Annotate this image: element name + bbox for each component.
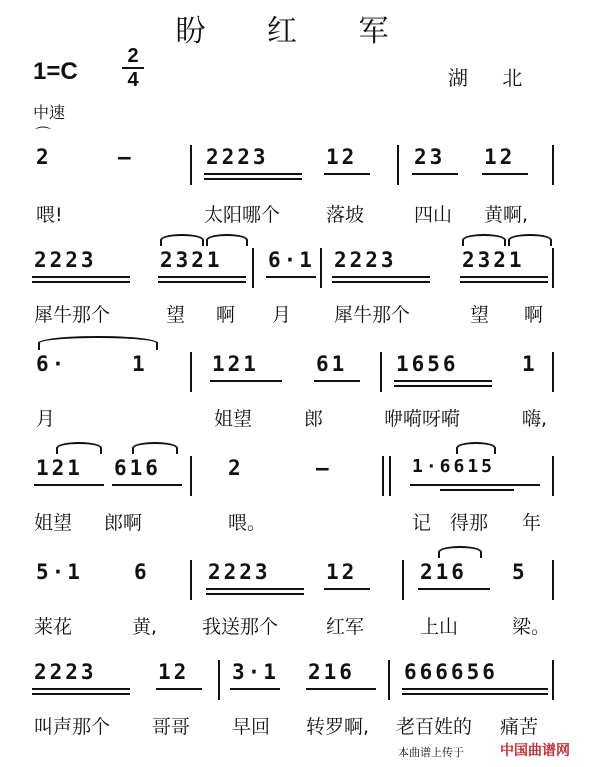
- note-group: 23: [414, 145, 446, 169]
- lyric: 叫声那个: [34, 716, 111, 738]
- beam: [158, 281, 246, 283]
- beam: [266, 276, 316, 278]
- lyric: 望: [166, 304, 186, 326]
- beam: [460, 281, 548, 283]
- music-system-1: [0, 145, 590, 191]
- bar-line: [552, 352, 554, 392]
- beam: [306, 688, 376, 690]
- note-group: 2: [36, 145, 52, 169]
- slur: [508, 234, 552, 246]
- note-group: 1·6615: [412, 456, 496, 477]
- bar-line: [190, 560, 192, 600]
- note-group: 2223: [206, 145, 269, 169]
- tempo-marking: 中速: [33, 103, 66, 122]
- music-system-3: [0, 352, 590, 398]
- slur: [438, 546, 482, 558]
- bar-line: [388, 660, 390, 700]
- note-group: 121: [36, 456, 83, 480]
- region-label: 湖 北: [448, 66, 537, 90]
- beam: [460, 276, 548, 278]
- beam: [206, 593, 304, 595]
- beam: [156, 688, 202, 690]
- bar-line: [190, 145, 192, 185]
- note-group: 2223: [34, 660, 97, 684]
- time-signature: [122, 46, 144, 90]
- note-group: —: [118, 145, 134, 169]
- beam: [324, 173, 370, 175]
- beam: [204, 173, 302, 175]
- lyric: 得那: [450, 512, 489, 534]
- lyric: 月: [272, 304, 292, 326]
- note-group: 216: [308, 660, 355, 684]
- music-system-6: [0, 660, 590, 706]
- lyric: 上山: [420, 616, 459, 638]
- note-group: 5: [512, 560, 528, 584]
- note-group: 1: [522, 352, 538, 376]
- note-group: 12: [158, 660, 190, 684]
- meter-top: 2: [127, 45, 139, 67]
- lyric: 犀牛那个: [34, 304, 111, 326]
- upload-notice: 本曲谱上传于: [398, 746, 464, 759]
- lyric: 四山: [414, 204, 453, 226]
- slur: [462, 234, 506, 246]
- lyric: 望: [470, 304, 490, 326]
- beam: [206, 588, 304, 590]
- beam: [332, 276, 430, 278]
- beam: [204, 178, 302, 180]
- bar-line: [218, 660, 220, 700]
- note-group: 2321: [160, 248, 223, 272]
- note-group: 6·: [36, 352, 68, 376]
- note-group: 12: [484, 145, 516, 169]
- bar-line: [380, 352, 382, 392]
- page-title: 盼 红 军: [175, 14, 415, 49]
- lyric: 太阳哪个: [204, 204, 281, 226]
- beam: [402, 693, 548, 695]
- bar-line: [552, 145, 554, 185]
- lyric: 红军: [326, 616, 365, 638]
- note-group: 6·1: [268, 248, 315, 272]
- slur: [206, 234, 248, 246]
- beam: [394, 385, 492, 387]
- lyric: 月: [36, 408, 56, 430]
- lyric: 嗨,: [522, 408, 548, 430]
- lyric: 啊: [524, 304, 544, 326]
- note-group: 2321: [462, 248, 525, 272]
- bar-line: [552, 660, 554, 700]
- bar-line: [252, 248, 254, 288]
- beam: [34, 484, 104, 486]
- lyric: 郎: [304, 408, 324, 430]
- lyric: 老百姓的: [396, 716, 473, 738]
- beam: [410, 484, 540, 486]
- beam: [402, 688, 548, 690]
- note-group: 2223: [208, 560, 271, 584]
- beam: [440, 489, 514, 491]
- slur: [132, 442, 178, 454]
- lyric: 喂!: [36, 204, 63, 226]
- bar-line: [552, 248, 554, 288]
- beam: [32, 276, 130, 278]
- key-signature: 1=C: [33, 58, 78, 85]
- note-group: 666656: [404, 660, 498, 684]
- lyric: 喂。: [228, 512, 267, 534]
- note-group: 5·1: [36, 560, 83, 584]
- note-group: 2223: [334, 248, 397, 272]
- lyric: 姐望: [214, 408, 253, 430]
- beam: [158, 276, 246, 278]
- beam: [332, 281, 430, 283]
- lyric: 转罗啊,: [306, 716, 370, 738]
- beam: [112, 484, 182, 486]
- music-system-2: [0, 248, 590, 294]
- beam: [230, 688, 280, 690]
- beam: [394, 380, 492, 382]
- note-group: 2223: [34, 248, 97, 272]
- beam: [482, 173, 528, 175]
- note-group: 12: [326, 560, 358, 584]
- lyric: 梁。: [512, 616, 551, 638]
- lyric: 哥哥: [152, 716, 191, 738]
- beam: [32, 688, 130, 690]
- beam: [324, 588, 370, 590]
- lyric: 痛苦: [500, 716, 539, 738]
- double-bar-line: [382, 456, 391, 496]
- beam: [418, 588, 490, 590]
- beam: [210, 380, 282, 382]
- lyric: 记: [412, 512, 432, 534]
- fermata-icon: ⌒: [35, 125, 52, 144]
- note-group: 2: [228, 456, 244, 480]
- note-group: 1656: [396, 352, 459, 376]
- bar-line: [402, 560, 404, 600]
- note-group: 3·1: [232, 660, 279, 684]
- lyric: 莱花: [34, 616, 73, 638]
- lyric: 黄啊,: [484, 204, 529, 226]
- lyric: 落坡: [326, 204, 365, 226]
- lyric: 郎啊: [104, 512, 143, 534]
- note-group: —: [316, 456, 332, 480]
- note-group: 12: [326, 145, 358, 169]
- lyric: 年: [522, 512, 542, 534]
- bar-line: [320, 248, 322, 288]
- slur: [56, 442, 102, 454]
- lyric: 犀牛那个: [334, 304, 411, 326]
- note-group: 1: [132, 352, 148, 376]
- note-group: 121: [212, 352, 259, 376]
- beam: [32, 693, 130, 695]
- slur: [456, 442, 496, 454]
- beam: [314, 380, 360, 382]
- lyric: 我送那个: [202, 616, 279, 638]
- bar-line: [190, 456, 192, 496]
- note-group: 216: [420, 560, 467, 584]
- note-group: 616: [114, 456, 161, 480]
- note-group: 6: [134, 560, 150, 584]
- music-system-4: [0, 456, 590, 502]
- lyric: 早回: [232, 716, 271, 738]
- meter-bottom: 4: [127, 69, 139, 91]
- music-system-5: [0, 560, 590, 606]
- lyric: 咿嗬呀嗬: [384, 408, 461, 430]
- bar-line: [552, 560, 554, 600]
- lyric: 啊: [216, 304, 236, 326]
- bar-line: [190, 352, 192, 392]
- tie: [38, 336, 158, 350]
- slur: [160, 234, 204, 246]
- bar-line: [397, 145, 399, 185]
- lyric: 姐望: [34, 512, 73, 534]
- site-logo: 中国曲谱网: [500, 743, 570, 759]
- note-group: 61: [316, 352, 348, 376]
- beam: [32, 281, 130, 283]
- beam: [412, 173, 458, 175]
- bar-line: [552, 456, 554, 496]
- lyric: 黄,: [132, 616, 158, 638]
